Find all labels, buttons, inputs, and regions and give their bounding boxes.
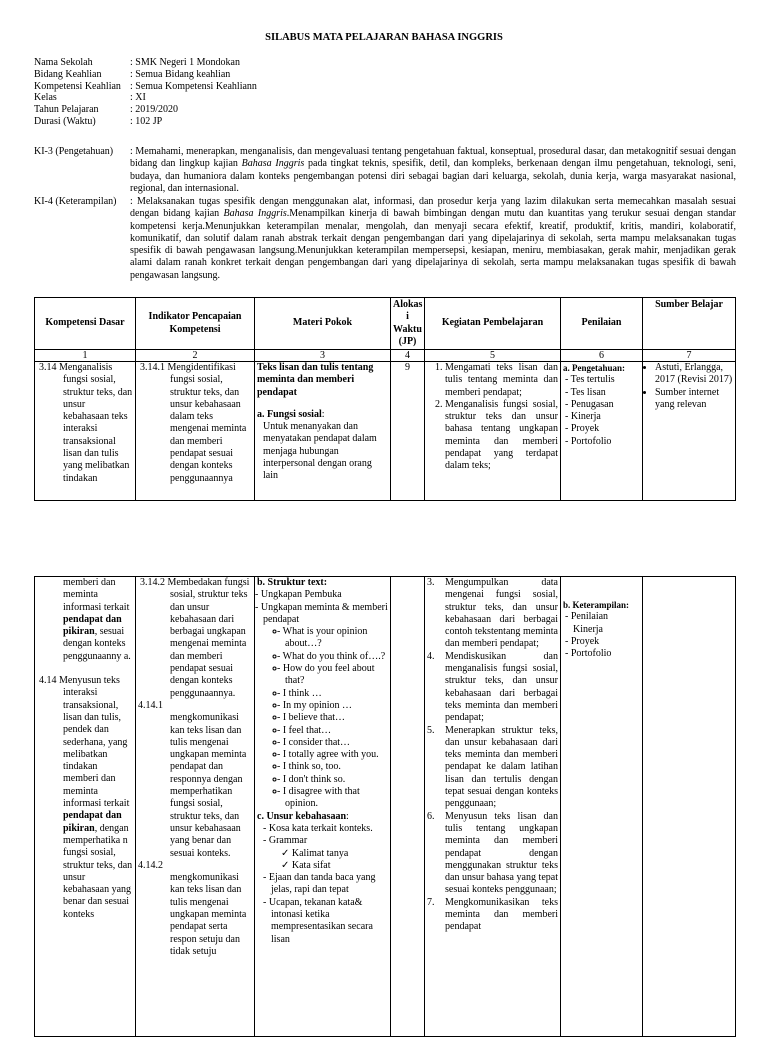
kegiatan-item [427, 577, 558, 651]
header-penilaian: Penilaian [561, 298, 643, 350]
info-value: : 102 JP [130, 115, 163, 127]
materi-cell: b. Struktur text: - Ungkapan Pembuka - Ungkapan meminta & memberi pendapat - ◦ What is your opinion about…? - ◦ What do you think of….? - ◦ How do you feel about that? - ◦ I think … - ◦ In my opinion … - ◦ I believe that… - ◦ I feel that… - ◦ I consider that… - ◦ I totally agree with you. - ◦ I think so, too. - ◦ I don't think so. - ◦ I disagree with that opinion. c. Unsur kebahasaan: - Kosa kata terkait konteks. - Grammar ✓ Kalimat tanya ✓ Kata sifat - Ejaan dan tanda baca yang jelas, rapi dan tepat - Ucapan, tekanan kata& intonasi ketika mempresentasikan secara lisan [255, 577, 391, 1037]
penilaian-item: - Tes lisan [573, 387, 640, 399]
header-kd: Kompetensi Dasar [35, 298, 136, 350]
expression-item: - ◦ I disagree with that opinion. [285, 786, 388, 811]
kegiatan-text: Menyusun teks lisan dan tulis tentang ungkapan meminta dan memberi pendapat dengan menggunakan struktur teks dan unsur bahasa yang tepat sesuai konteks penggunaan; [445, 810, 558, 896]
col-number: 6 [561, 350, 643, 362]
expression-item: - ◦ I think so, too. [285, 761, 388, 773]
syllabus-table-2 [34, 576, 736, 1037]
info-value: : XI [130, 92, 146, 104]
kegiatan-number: 6. [427, 810, 435, 822]
ipk-cell: 3.14.2 Membedakan fungsi sosial, struktur teks dan unsur kebahasaan dari berbagai ungkapan mengenai meminta dan memberi pendapat sesuai dengan konteks penggunaannya. 4.14.1 mengkomunikasi kan teks lisan dan tulis mengenai ungkapan meminta pendapat dan responnya dengan memperhatikan fungsi sosial, struktur teks, dan unsur kebahasaan yang benar dan sesuai konteks. 4.14.2 mengkomunikasi kan teks lisan dan tulis mengenai ungkapan meminta pendapat serta respon setuju dan tidak setuju [136, 577, 255, 1037]
info-key: Bidang Keahlian [34, 68, 102, 80]
grammar-item: ✓ Kata sifat [289, 860, 388, 872]
penilaian-cell: a. Pengetahuan: - Tes tertulis - Tes lisan - Penugasan - Kinerja - Proyek - Portofolio [561, 362, 643, 501]
penilaian-item: - Portofolio [573, 648, 640, 660]
ipk-cell: 3.14.1 Mengidentifikasi fungsi sosial, struktur teks, dan unsur kebahasaan dalam teks mengenai meminta dan memberi pendapat sesuai dengan konteks penggunaannya [136, 362, 255, 501]
col-number: 7 [643, 350, 736, 362]
info-row [34, 104, 257, 116]
info-key: Nama Sekolah [34, 57, 93, 68]
expression-item: - ◦ I think … [285, 688, 388, 700]
school-info [34, 57, 257, 128]
syllabus-table-1 [34, 297, 736, 501]
unsur-item [268, 835, 388, 872]
unsur-text: Grammar [268, 835, 308, 847]
ki4-block [34, 196, 736, 282]
kegiatan-item: 1. Mengamati teks lisan dan tulis tentang meminta dan memberi pendapat; [445, 362, 558, 399]
expression-item: - ◦ I feel that… [285, 725, 388, 737]
ki4-text: : Melaksanakan tugas spesifik dengan menggunakan alat, informasi, dan prosedur kerja yang lazim dilakukan serta memecahkan masalah sesuai dengan bidang kajian Bahasa Inggris.Menampilkan kinerja di bawah bimbingan dengan mutu dan kuantitas yang terukur sesuai dengan standar kompetensi kerja.Menunjukkan keterampilan menalar, mengolah, dan menyaji secara efektif, kreatif, produktif, kritis, mandiri, kolaboratif, komunikatif, dan solutif dalam ranah abstrak terkait dengan pengembangan dari yang dipelajarinya di sekolah, serta mampu melaksanakan tugas spesifik di bawah pengawasan langsung.Menunjukkan keterampilan mempersepsi, kesiapan, meniru, membiasakan, gerak mahir, menjadikan gerak alami dalam ranah konkret terkait dengan pengembangan dari yang dipelajarinya di sekolah, serta mampu melaksanakan tugas spesifik di bawah pengawasan langsung. [130, 196, 736, 281]
struktur-text: Ungkapan Pembuka [260, 589, 342, 601]
penilaian-item: - Tes tertulis [573, 374, 640, 386]
kegiatan-text: Menerapkan struktur teks, dan unsur kebahasaan dari teks meminta dan memberi pendapat ke dalam latihan lisan dan tertulis dengan tepat sesuai dengan konteks penggunaan; [445, 724, 558, 810]
document-title: SILABUS MATA PELAJARAN BAHASA INGGRIS [265, 32, 503, 43]
penilaian-item: - Penilaian Kinerja [573, 611, 640, 636]
info-value: : Semua Bidang keahlian [130, 68, 231, 80]
expression-item: - ◦ I totally agree with you. [285, 749, 388, 761]
sumber-cell [643, 362, 736, 501]
col-number: 3 [255, 350, 391, 362]
materi-cell: Teks lisan dan tulis tentang meminta dan memberi pendapat a. Fungsi sosial: Untuk menanyakan dan menyatakan pendapat dalam menjaga hubungan interpersonal dengan orang lain [255, 362, 391, 501]
unsur-text: Kosa kata terkait konteks. [268, 822, 373, 834]
jp-cell: 9 [391, 362, 425, 501]
col-number: 5 [425, 350, 561, 362]
info-value: : SMK Negeri 1 Mondokan [130, 57, 240, 68]
kegiatan-number: 3. [427, 577, 435, 588]
expression-item: - ◦ I consider that… [285, 737, 388, 749]
ki3-text: : Memahami, menerapkan, menganalisis, dan mengevaluasi tentang pengetahuan faktual, konseptual, prosedural dasar, dan metakognitif sesuai dengan bidang dan lingkup kajian Bahasa Inggris pada tingkat teknis, spesifik, detil, dan kompleks, berkenaan dengan ilmu pengetahuan, teknologi, seni, budaya, dan humaniora dalam konteks pengembangan potensi diri sebagai bagian dari keluarga, sekolah, dunia kerja, warga masyarakat nasional, regional, dan internasional. [130, 146, 736, 194]
kegiatan-item [427, 651, 558, 725]
penilaian-item: - Proyek [573, 636, 640, 648]
header-ipk: Indikator Pencapaian Kompetensi [136, 298, 255, 350]
penilaian-cell: b. Keterampilan: - Penilaian Kinerja - Proyek - Portofolio [561, 577, 643, 1037]
sumber-cell [643, 577, 736, 1037]
unsur-item: - Ejaan dan tanda baca yang jelas, rapi dan tepat [271, 872, 388, 897]
expression-item: - ◦ How do you feel about that? [285, 663, 388, 688]
col-number: 4 [391, 350, 425, 362]
header-kegiatan: Kegiatan Pembelajaran [425, 298, 561, 350]
sumber-item: • Astuti, Erlangga, 2017 (Revisi 2017) [655, 362, 733, 387]
expression-item: - ◦ I believe that… [285, 712, 388, 724]
kegiatan-cell [425, 362, 561, 501]
kegiatan-cell [425, 577, 561, 1037]
materi-title: Teks lisan dan tulis tentang meminta dan memberi pendapat [257, 362, 374, 398]
struktur-text: Ungkapan meminta & memberi pendapat [260, 601, 388, 625]
expression-list [263, 626, 388, 810]
info-row [34, 116, 257, 128]
penilaian-item: - Portofolio [573, 436, 640, 448]
expression-item: - ◦ What do you think of….? [285, 651, 388, 663]
kegiatan-item [427, 811, 558, 897]
info-key: Kompetensi Keahlian [34, 80, 121, 92]
struktur-item [260, 589, 388, 601]
sumber-item: • Sumber internet yang relevan [655, 387, 733, 412]
unsur-item [268, 822, 388, 835]
info-key: Durasi (Waktu) [34, 115, 96, 127]
kegiatan-number: 4. [427, 650, 435, 662]
struktur-item [260, 601, 388, 811]
kegiatan-item [427, 725, 558, 811]
info-row [34, 57, 257, 69]
expression-item: - ◦ I don't think so. [285, 774, 388, 786]
kd-cell: 3.14 Menganalisis fungsi sosial, struktur teks, dan unsur kebahasaan teks interaksi transaksional lisan dan tulis yang melibatkan tindakan [35, 362, 136, 501]
info-key: Kelas [34, 92, 57, 104]
info-value: : 2019/2020 [130, 104, 179, 116]
info-row [34, 69, 257, 81]
header-alokasi: Alokas i Waktu (JP) [391, 298, 425, 350]
kegiatan-text: Mengkomunikasikan teks meminta dan memberi pendapat [445, 896, 558, 933]
ki3-label: KI-3 (Pengetahuan) [34, 146, 114, 157]
kegiatan-item: 2. Menganalisis fungsi sosial, struktur teks dan unsur bahasa tentang ungkapan meminta dan memberi pendapat yang terdapat dalam teks; [445, 399, 558, 473]
info-key: Tahun Pelajaran [34, 104, 99, 116]
penilaian-item: - Kinerja [573, 411, 640, 423]
info-row [34, 81, 257, 93]
kegiatan-number: 5. [427, 724, 435, 736]
unsur-item: - Ucapan, tekanan kata& intonasi ketika mempresentasikan secara lisan [271, 897, 388, 946]
expression-item: - ◦ In my opinion … [285, 700, 388, 712]
col-number: 2 [136, 350, 255, 362]
kegiatan-text: Mengumpulkan data mengenai fungsi sosial, struktur teks, dan unsur kebahasaan dari berbagai contoh tekstentang meminta dan memberi pendapat; [445, 577, 558, 650]
grammar-item: ✓ Kalimat tanya [289, 848, 388, 860]
expression-item: - ◦ What is your opinion about…? [285, 626, 388, 651]
kd-cell: memberi dan meminta informasi terkait pendapat dan pikiran, sesuai dengan konteks penggunaanny a. 4.14 Menyusun teks interaksi transaksional, lisan dan tulis, pendek dan sederhana, yang melibatkan tindakan memberi dan meminta informasi terkait pendapat dan pikiran, dengan memperhatika n fungsi sosial, struktur teks, dan unsur kebahasaan yang benar dan sesuai konteks [35, 577, 136, 1037]
kegiatan-text: Mendiskusikan dan menganalisis fungsi sosial, struktur teks, dan unsur kebahasaan dari berbagai teks meminta dan memberi pendapat; [445, 650, 558, 724]
ki4-label: KI-4 (Keterampilan) [34, 196, 117, 207]
header-sumber: Sumber Belajar [643, 298, 736, 350]
grammar-list [271, 848, 388, 873]
info-value: : Semua Kompetensi Keahliann [130, 80, 257, 92]
ki3-block [34, 146, 736, 195]
jp-cell [391, 577, 425, 1037]
col-number: 1 [35, 350, 136, 362]
penilaian-item: - Proyek [573, 423, 640, 435]
header-materi: Materi Pokok [255, 298, 391, 350]
penilaian-item: - Penugasan [573, 399, 640, 411]
kegiatan-item [427, 897, 558, 934]
info-row [34, 92, 257, 104]
kegiatan-number: 7. [427, 896, 435, 908]
